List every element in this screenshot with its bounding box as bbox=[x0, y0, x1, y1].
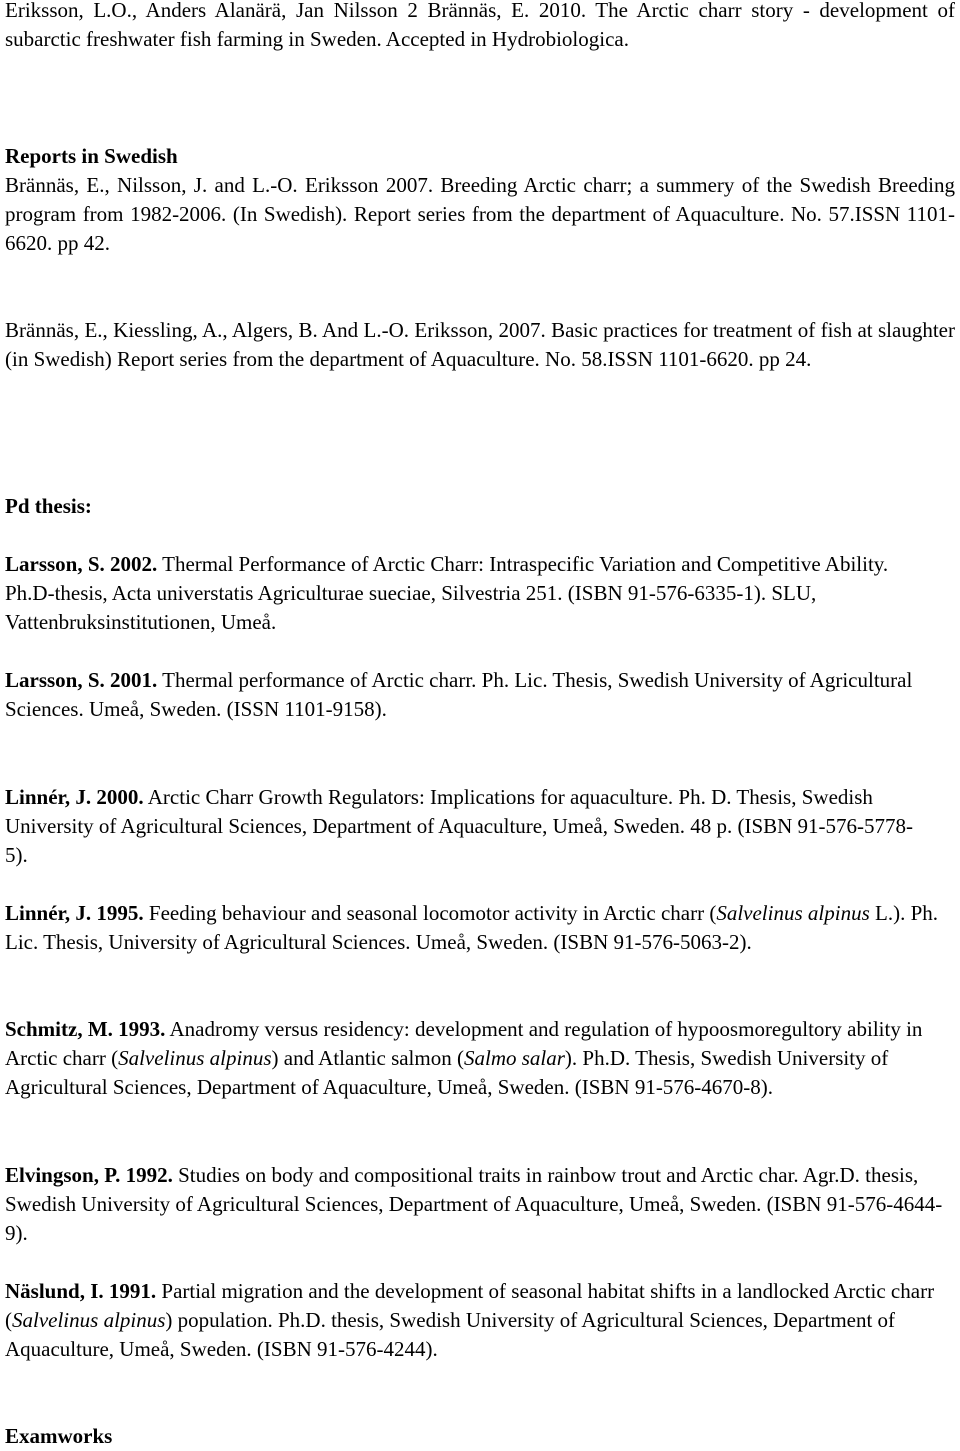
thesis-entry bbox=[5, 1015, 955, 1102]
reference-slaughter-practices: Brännäs, E., Kiessling, A., Algers, B. And L.-O. Eriksson, 2007. Basic practices for treatment of fish at slaughter (in Swedish) Report series from the department of Aquaculture. No. 58.ISSN 1101-6620. pp 24. bbox=[5, 318, 955, 371]
thesis-description: ). Ph.D. Thesis, Swedish University of Agricultural Sciences, Department of Aquaculture, Umeå, Sweden. (ISBN 91-576-4670-8). bbox=[5, 1046, 889, 1099]
thesis-entry bbox=[5, 899, 955, 957]
thesis-description: Thermal Performance of Arctic Charr: Intraspecific Variation and Competitive Ability. Ph.D-thesis, Acta universtatis Agriculturae sueciae, Silvestria 251. (ISBN 91-576-6335-1). SLU, Vattenbruksinstitutionen, Umeå. bbox=[5, 552, 889, 634]
thesis-entry bbox=[5, 550, 915, 637]
section-heading-examworks: Examworks bbox=[5, 1424, 113, 1448]
species-name: Salvelinus alpinus bbox=[12, 1308, 166, 1332]
thesis-description: Partial migration and the development of seasonal habitat shifts in a landlocked Arctic charr ( bbox=[5, 1279, 935, 1332]
section-heading-reports: Reports in Swedish bbox=[5, 144, 178, 168]
thesis-description: Studies on body and compositional traits in rainbow trout and Arctic char. Agr.D. thesis, Swedish University of Agricultural Sciences, Department of Aquaculture, Umeå, Sweden. (ISBN 91-576-4644-9). bbox=[5, 1163, 943, 1245]
thesis-description: ) population. Ph.D. thesis, Swedish University of Agricultural Sciences, Department of Aquaculture, Umeå, Sweden. (ISBN 91-576-4244). bbox=[5, 1308, 896, 1361]
thesis-description: Feeding behaviour and seasonal locomotor activity in Arctic charr ( bbox=[143, 901, 717, 925]
species-name: Salvelinus alpinus bbox=[118, 1046, 272, 1070]
thesis-entry bbox=[5, 1161, 955, 1248]
reference-hydrobiologica: Eriksson, L.O., Anders Alanärä, Jan Nilsson 2 Brännäs, E. 2010. The Arctic charr story - development of subarctic freshwater fish farming in Sweden. Accepted in Hydrobiologica. bbox=[5, 0, 955, 51]
reference-breeding-arctic-charr: Brännäs, E., Nilsson, J. and L.-O. Eriksson 2007. Breeding Arctic charr; a summery of the Swedish Breeding program from 1982-2006. (In Swedish). Report series from the department of Aquaculture. No. 57.ISSN 1101-6620. pp 42. bbox=[5, 173, 955, 255]
thesis-description: L.). Ph. Lic. Thesis, University of Agricultural Sciences. Umeå, Sweden. (ISBN 91-576-5063-2). bbox=[5, 901, 938, 954]
thesis-description: Anadromy versus residency: development and regulation of hypoosmoregultory ability in Arctic charr ( bbox=[5, 1017, 923, 1070]
thesis-description: Thermal performance of Arctic charr. Ph. Lic. Thesis, Swedish University of Agricultural Sciences. Umeå, Sweden. (ISSN 1101-9158). bbox=[5, 668, 913, 721]
species-name: Salmo salar bbox=[463, 1046, 565, 1070]
thesis-entry bbox=[5, 1277, 955, 1364]
thesis-author-year: Näslund, I. 1991. bbox=[5, 1279, 157, 1303]
thesis-author-year: Linnér, J. 1995. bbox=[5, 901, 144, 925]
thesis-description: ) and Atlantic salmon ( bbox=[271, 1046, 464, 1070]
thesis-entry bbox=[5, 783, 935, 870]
thesis-author-year: Larsson, S. 2001. bbox=[5, 668, 158, 692]
thesis-description: Arctic Charr Growth Regulators: Implications for aquaculture. Ph. D. Thesis, Swedish University of Agricultural Sciences, Department of Aquaculture, Umeå, Sweden. 48 p. (ISBN 91-576-5778-5). bbox=[5, 785, 914, 867]
thesis-entry bbox=[5, 666, 955, 724]
species-name: Salvelinus alpinus bbox=[716, 901, 870, 925]
thesis-author-year: Elvingson, P. 1992. bbox=[5, 1163, 173, 1187]
section-heading-thesis: Pd thesis: bbox=[5, 494, 92, 518]
thesis-author-year: Schmitz, M. 1993. bbox=[5, 1017, 166, 1041]
thesis-author-year: Larsson, S. 2002. bbox=[5, 552, 158, 576]
thesis-author-year: Linnér, J. 2000. bbox=[5, 785, 144, 809]
